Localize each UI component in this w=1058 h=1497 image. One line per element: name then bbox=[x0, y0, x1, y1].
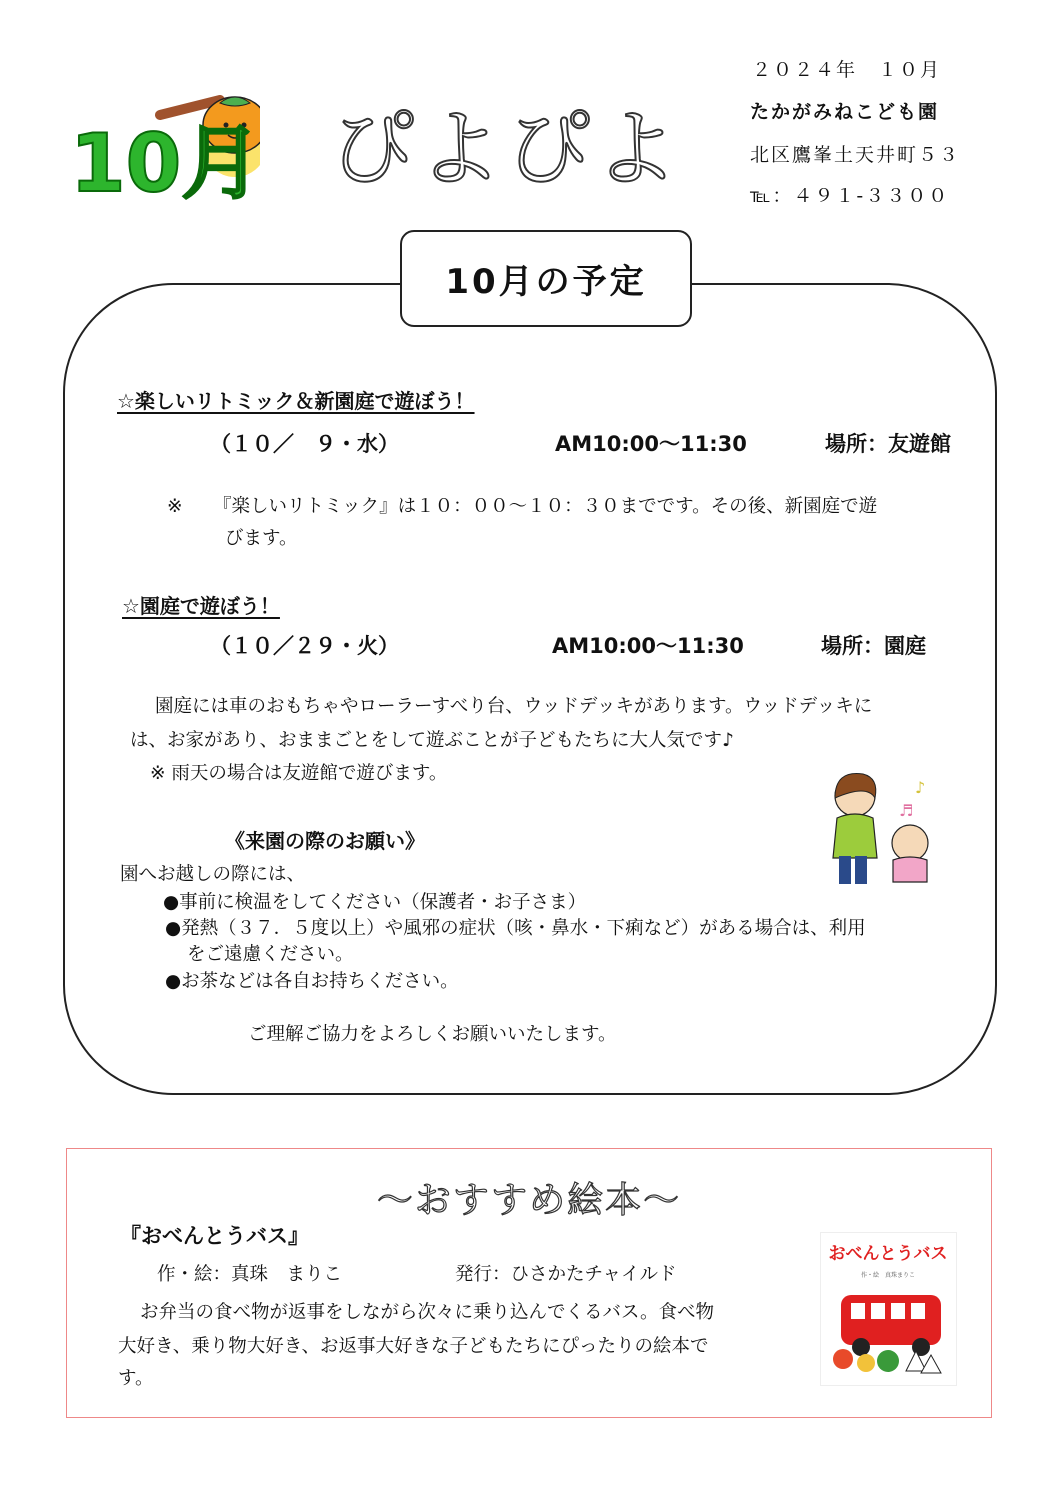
newsletter-title: ぴよぴよ bbox=[330, 100, 683, 198]
month-badge-illustration bbox=[70, 95, 260, 205]
event2-note: ※ 雨天の場合は友遊館で遊びます。 bbox=[150, 763, 448, 784]
request-item-2-cont: をご遠慮ください。 bbox=[187, 944, 354, 965]
book-desc-line2: 大好き、乗り物大好き、お返事大好きな子どもたちにぴったりの絵本で bbox=[118, 1336, 709, 1357]
schedule-heading bbox=[400, 230, 692, 327]
request-intro: 園へお越しの際には、 bbox=[120, 864, 306, 885]
request-title: 《来園の際のお願い》 bbox=[225, 829, 425, 853]
request-item-3: ●お茶などは各自お持ちください。 bbox=[165, 971, 459, 992]
mother-child-illustration bbox=[815, 768, 945, 893]
event1-note-line1: 『楽しいリトミック』は１０：００～１０：３０までです。その後、新園庭で遊 bbox=[213, 496, 878, 517]
event1-note-mark: ※ bbox=[167, 496, 183, 517]
book-cover-title: おべんとうバス bbox=[828, 1244, 948, 1264]
month-badge-text: 10月 bbox=[70, 117, 260, 205]
request-closing: ご理解ご協力をよろしくお願いいたします。 bbox=[248, 1024, 617, 1045]
event1-time: AM10:00～11:30 bbox=[555, 432, 747, 456]
event2-place: 場所：園庭 bbox=[821, 634, 926, 658]
book-cover-author: 作・絵 真珠まりこ bbox=[860, 1272, 916, 1279]
book-author: 作・絵：真珠 まりこ bbox=[157, 1264, 343, 1285]
event2-date: （１０／２９・火） bbox=[210, 634, 399, 658]
book-desc-line1: お弁当の食べ物が返事をしながら次々に乗り込んでくるバス。食べ物 bbox=[140, 1302, 715, 1323]
event1-note-line2: びます。 bbox=[225, 528, 298, 549]
school-name: たかがみねこども園 bbox=[750, 101, 940, 123]
request-item-2: ●発熱（３７．５度以上）や風邪の症状（咳・鼻水・下痢など）がある場合は、利用 bbox=[165, 918, 866, 939]
event2-time: AM10:00～11:30 bbox=[552, 634, 744, 658]
book-cover-image bbox=[820, 1232, 957, 1386]
book-publisher: 発行：ひさかたチャイルド bbox=[455, 1264, 677, 1285]
event2-desc-line1: 園庭には車のおもちゃやローラーすべり台、ウッドデッキがあります。ウッドデッキに bbox=[155, 696, 873, 717]
school-tel: ℡：４９１-３３００ bbox=[750, 185, 950, 207]
school-address: 北区鷹峯土天井町５３ bbox=[750, 144, 961, 166]
schedule-heading-text: 10月の予定 bbox=[445, 262, 647, 302]
book-title: 『おべんとうバス』 bbox=[120, 1224, 309, 1248]
event2-desc-line2: は、お家があり、おままごとをして遊ぶことが子どもたちに大人気です♪ bbox=[130, 730, 734, 751]
book-heading: ～おすすめ絵本～ bbox=[376, 1180, 682, 1221]
svg-text:♪: ♪ bbox=[915, 778, 926, 797]
event1-date: （１０／ ９・水） bbox=[210, 432, 399, 456]
request-item-1: ●事前に検温をしてください（保護者・お子さま） bbox=[163, 892, 587, 913]
event1-title: ☆楽しいリトミック＆新園庭で遊ぼう！ bbox=[117, 389, 475, 413]
issue-date: ２０２４年 １０月 bbox=[752, 59, 942, 81]
event1-place: 場所：友遊館 bbox=[825, 432, 951, 456]
svg-text:♬: ♬ bbox=[899, 801, 914, 820]
book-desc-line3: す。 bbox=[118, 1368, 154, 1389]
event2-title: ☆園庭で遊ぼう！ bbox=[122, 594, 280, 618]
